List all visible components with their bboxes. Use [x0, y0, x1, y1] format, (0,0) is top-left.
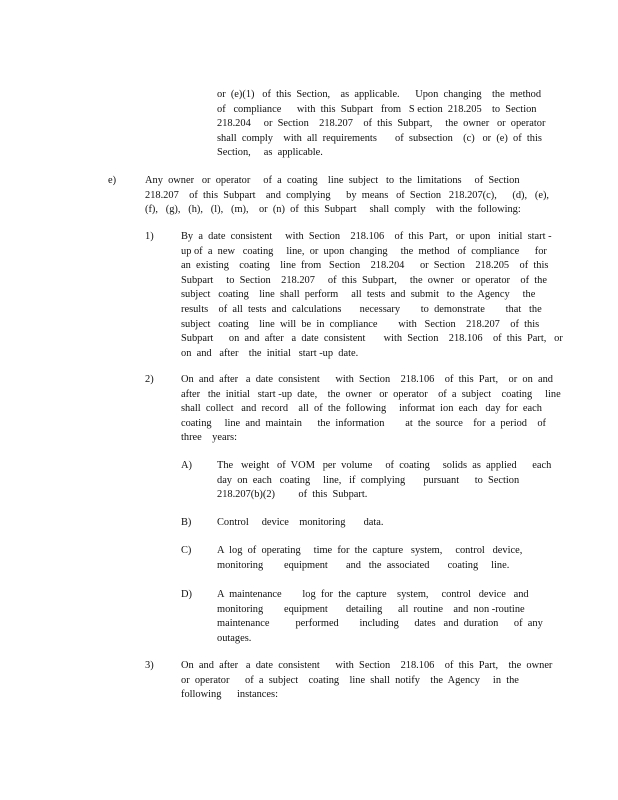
text-line: an existing coating line from Section 218.204 or Section 218.205 of this	[181, 260, 549, 272]
text-line: of compliance with this Subpart from S ection 218.205 to Section	[217, 103, 537, 115]
subsection-label: B)	[181, 517, 192, 528]
text-line: On and after a date consistent with Section 218.106 of this Part, or on and	[181, 374, 553, 385]
text-line: Subpart on and after a date consistent with Section 218.106 of this Part, or	[181, 333, 563, 345]
subsection-label: C)	[181, 545, 192, 556]
text-line: following instances:	[181, 689, 278, 701]
text-line: after the initial start -up date, the owner or operator of a subject coating line	[181, 388, 561, 400]
text-line: 218.207(b)(2) of this Subpart.	[217, 489, 368, 501]
text-line: Control device monitoring data.	[217, 517, 384, 528]
text-line: A maintenance log for the capture system, control device and	[217, 589, 529, 600]
text-line: or operator of a subject coating line shall notify the Agency in the	[181, 674, 519, 686]
paragraph-label: e)	[108, 175, 117, 186]
subsection-label: D)	[181, 589, 192, 600]
subsection-label: A)	[181, 460, 192, 471]
text-line: 218.207 of this Subpart and complying by means of Section 218.207(c), (d), (e),	[145, 189, 550, 201]
text-line: results of all tests and calculations necessary to demonstrate that the	[181, 304, 542, 315]
text-line: On and after a date consistent with Section 218.106 of this Part, the owner	[181, 660, 553, 671]
text-line: The weight of VOM per volume of coating solids as applied each	[217, 460, 552, 471]
text-line: A log of operating time for the capture system, control device,	[217, 545, 523, 556]
text-line: shall collect and record all of the following informat ion each day for each	[181, 403, 542, 415]
text-line: or (e)(1) of this Section, as applicable. Upon changing the method	[217, 89, 542, 100]
text-line: subject coating line shall perform all tests and submit to the Agency the	[181, 289, 536, 301]
text-line: up of a new coating line, or upon changing the method of compliance for	[181, 245, 547, 257]
text-line: 218.204 or Section 218.207 of this Subpart, the owner or operator	[217, 118, 546, 130]
text-line: maintenance performed including dates and duration of any	[217, 618, 543, 630]
text-line: Any owner or operator of a coating line subject to the limitations of Section	[145, 175, 520, 186]
subsection-label: 1)	[145, 231, 154, 242]
text-line: Section, as applicable.	[217, 147, 323, 159]
text-line: Subpart to Section 218.207 of this Subpart, the owner or operator of the	[181, 274, 547, 286]
subsection-label: 3)	[145, 660, 154, 671]
text-line: (f), (g), (h), (l), (m), or (n) of this Subpart shall comply with the following:	[145, 204, 521, 216]
text-line: monitoring equipment detailing all routine and non -routine	[217, 603, 525, 615]
text-line: shall comply with all requirements of subsection (c) or (e) of this	[217, 132, 542, 144]
text-line: coating line and maintain the information at the source for a period of	[181, 417, 547, 429]
text-line: on and after the initial start -up date.	[181, 347, 359, 359]
text-line: monitoring equipment and the associated coating line.	[217, 559, 510, 571]
text-line: subject coating line will be in compliance with Section 218.207 of this	[181, 318, 540, 330]
text-line: day on each coating line, if complying pursuant to Section	[217, 474, 520, 486]
text-line: three years:	[181, 432, 237, 444]
subsection-label: 2)	[145, 374, 154, 385]
text-line: outages.	[217, 632, 252, 644]
text-line: By a date consistent with Section 218.106 of this Part, or upon initial start -	[181, 231, 552, 242]
